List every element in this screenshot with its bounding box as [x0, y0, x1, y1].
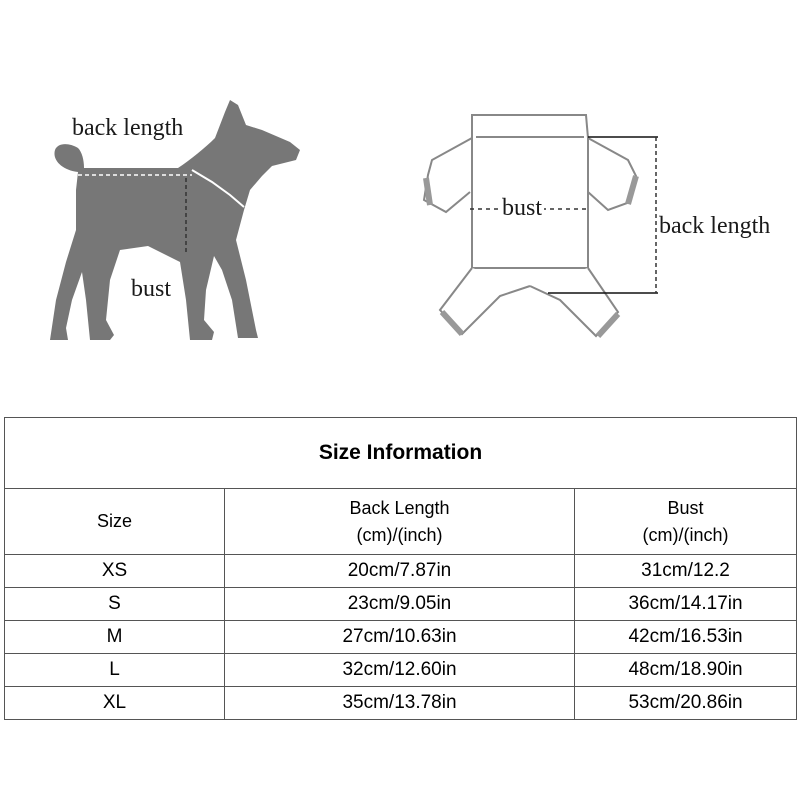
dog-back-length-label: back length	[72, 115, 184, 141]
table-title-row	[5, 418, 797, 489]
cell-back-length: 23cm/9.05in	[225, 588, 575, 621]
table-row	[5, 621, 797, 654]
cell-bust: 31cm/12.2	[575, 555, 797, 588]
left-sleeve-trim	[426, 178, 430, 205]
cell-bust: 48cm/18.90in	[575, 654, 797, 687]
cell-bust: 53cm/20.86in	[575, 687, 797, 720]
cell-bust: 42cm/16.53in	[575, 621, 797, 654]
table-header-row	[5, 489, 797, 555]
cell-bust: 36cm/14.17in	[575, 588, 797, 621]
dog-bust-label: bust	[131, 276, 172, 302]
garment-back-length-label: back length	[659, 213, 771, 239]
table-row	[5, 555, 797, 588]
header-bust	[575, 489, 797, 555]
size-table	[4, 417, 797, 720]
table-row	[5, 654, 797, 687]
garment-bust-label: bust	[502, 195, 543, 221]
cell-size: S	[5, 588, 225, 621]
cell-back-length: 35cm/13.78in	[225, 687, 575, 720]
header-bust-line2: (cm)/(inch)	[642, 524, 729, 545]
cell-back-length: 32cm/12.60in	[225, 654, 575, 687]
cell-back-length: 20cm/7.87in	[225, 555, 575, 588]
header-back-length-line2: (cm)/(inch)	[356, 524, 443, 545]
table-row	[5, 687, 797, 720]
cell-size: M	[5, 621, 225, 654]
cell-size: XS	[5, 555, 225, 588]
header-back-length	[225, 489, 575, 555]
table-row	[5, 588, 797, 621]
cell-size: XL	[5, 687, 225, 720]
garment-outline	[424, 115, 636, 336]
table-title: Size Information	[5, 418, 797, 489]
cell-back-length: 27cm/10.63in	[225, 621, 575, 654]
header-bust-line1: Bust	[667, 497, 704, 518]
header-size: Size	[5, 489, 225, 555]
header-back-length-line1: Back Length	[349, 497, 450, 518]
cell-size: L	[5, 654, 225, 687]
